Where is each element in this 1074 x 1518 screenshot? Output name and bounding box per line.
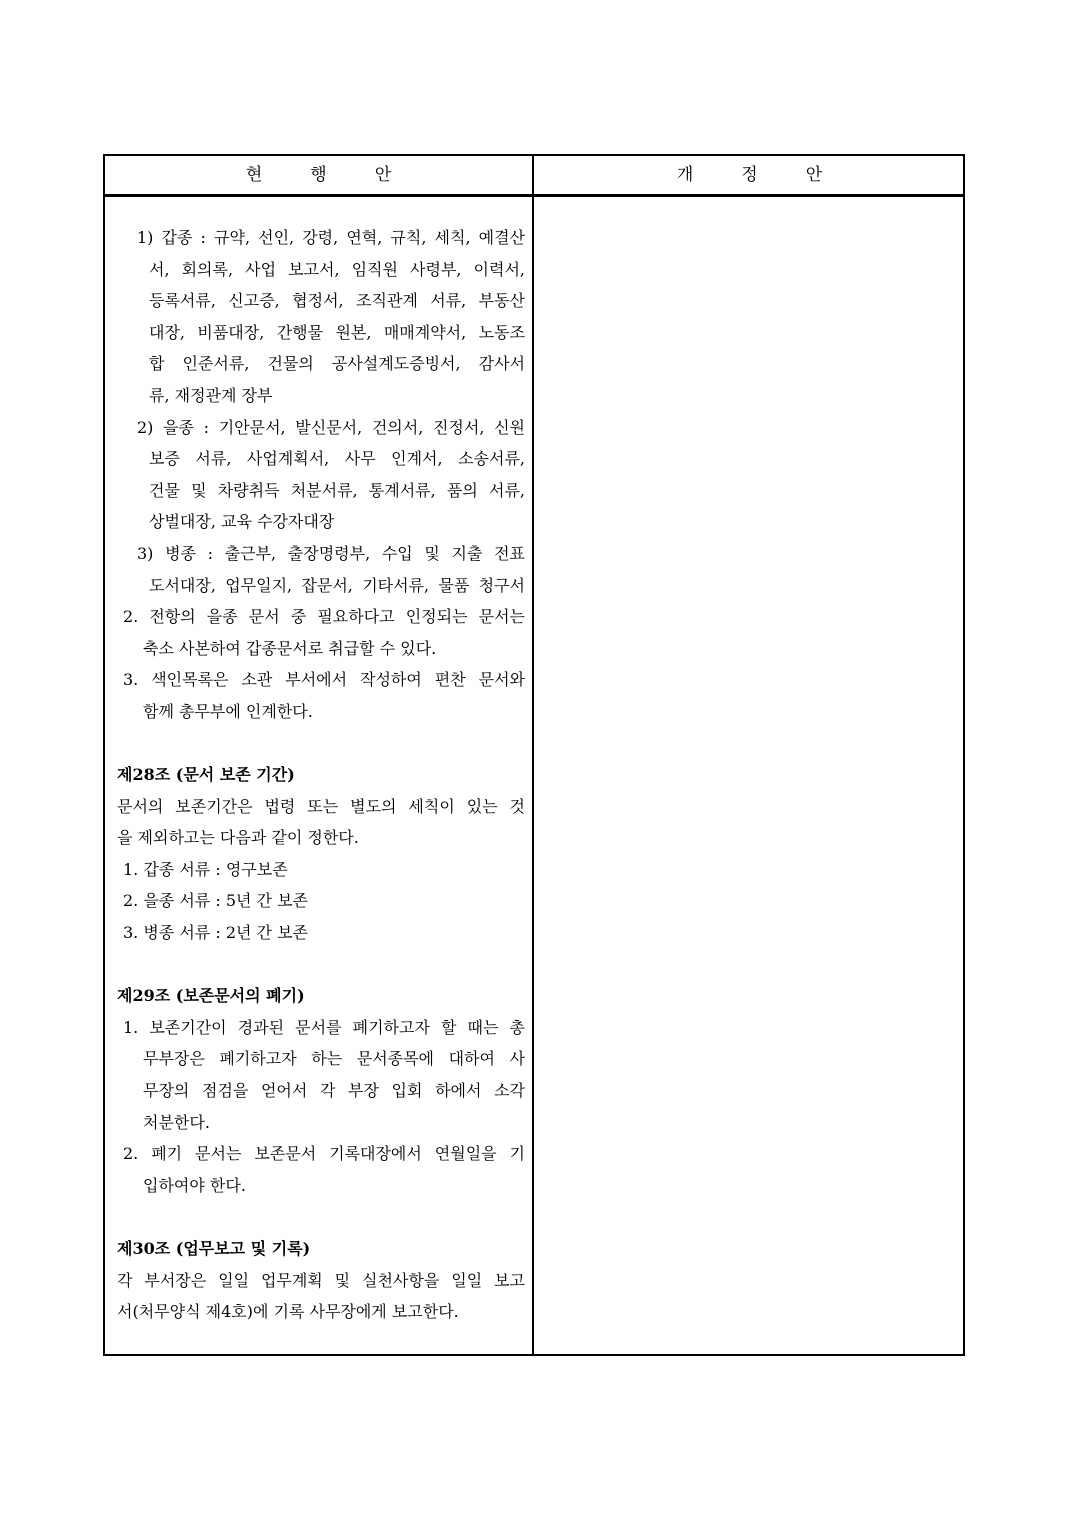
- text-line: 3. 병종 서류 : 2년 간 보존: [123, 923, 308, 943]
- article-title: 제28조 (문서 보존 기간): [117, 765, 295, 785]
- header-char: 행: [310, 165, 327, 185]
- text-line: 합 인준서류, 건물의 공사설계도증빙서, 감사서: [149, 354, 525, 374]
- text-line: 상벌대장, 교육 수강자대장: [149, 512, 335, 532]
- text-line: 도서대장, 업무일지, 잡문서, 기타서류, 물품 청구서: [149, 575, 525, 595]
- header-double-rule: [105, 196, 963, 197]
- blank-line: [117, 949, 525, 981]
- table-header-row: [105, 156, 963, 196]
- text-line: 2. 폐기 문서는 보존문서 기록대장에서 연월일을 기: [123, 1144, 525, 1164]
- text-line: 보증 서류, 사업계획서, 사무 인계서, 소송서류,: [149, 449, 525, 469]
- article-title: 제30조 (업무보고 및 기록): [117, 1239, 311, 1258]
- text-line: 1. 갑종 서류 : 영구보존: [123, 859, 288, 879]
- text-line: 대장, 비품대장, 간행물 원본, 매매계약서, 노동조: [149, 322, 525, 342]
- text-line: 을 제외하고는 다음과 같이 정한다.: [117, 828, 359, 848]
- column-divider: [532, 156, 534, 1354]
- text-line: 함께 총무부에 인계한다.: [143, 701, 313, 721]
- text-line: 2) 을종 : 기안문서, 발신문서, 건의서, 진정서, 신원: [137, 417, 525, 437]
- text-line: 서(처무양식 제4호)에 기록 사무장에게 보고한다.: [117, 1302, 459, 1322]
- text-line: 등록서류, 신고증, 협정서, 조직관계 서류, 부동산: [149, 291, 525, 311]
- blank-line: [117, 728, 525, 760]
- header-revised-version: [534, 156, 965, 194]
- header-char: 현: [245, 165, 263, 185]
- text-line: 처분한다.: [143, 1112, 210, 1132]
- header-char: 정: [741, 165, 758, 185]
- text-line: 건물 및 차량취득 처분서류, 통계서류, 품의 서류,: [149, 480, 525, 500]
- text-line: 무장의 점검을 얻어서 각 부장 입회 하에서 소각: [143, 1081, 525, 1101]
- text-line: 축소 사본하여 갑종문서로 취급할 수 있다.: [143, 638, 437, 658]
- text-line: 입하여야 한다.: [143, 1175, 246, 1195]
- current-version-text: [117, 222, 525, 1328]
- header-char: 안: [374, 165, 392, 185]
- text-line: 1. 보존기간이 경과된 문서를 폐기하고자 할 때는 총: [123, 1017, 525, 1037]
- article-title: 제29조 (보존문서의 폐기): [117, 986, 305, 1006]
- text-line: 2. 을종 서류 : 5년 간 보존: [123, 891, 308, 911]
- text-line: 무부장은 폐기하고자 하는 문서종목에 대하여 사: [143, 1049, 525, 1069]
- header-char: 안: [805, 165, 823, 185]
- header-char: 개: [676, 165, 694, 185]
- text-line: 3. 색인목록은 소관 부서에서 작성하여 편찬 문서와: [123, 670, 525, 690]
- text-line: 1) 갑종 : 규약, 선인, 강령, 연혁, 규칙, 세칙, 예결산: [137, 228, 525, 247]
- blank-line: [117, 1201, 525, 1233]
- text-line: 문서의 보존기간은 법령 또는 별도의 세칙이 있는 것: [117, 796, 525, 816]
- revision-comparison-table: [103, 154, 965, 1356]
- text-line: 각 부서장은 일일 업무계획 및 실천사항을 일일 보고: [117, 1270, 525, 1290]
- header-current-version: [105, 156, 532, 194]
- text-line: 류, 재정관계 장부: [149, 385, 273, 405]
- text-line: 2. 전항의 을종 문서 중 필요하다고 인정되는 문서는: [123, 607, 525, 627]
- text-line: 3) 병종 : 출근부, 출장명령부, 수입 및 지출 전표: [137, 543, 525, 563]
- text-line: 서, 회의록, 사업 보고서, 임직원 사령부, 이력서,: [149, 259, 525, 279]
